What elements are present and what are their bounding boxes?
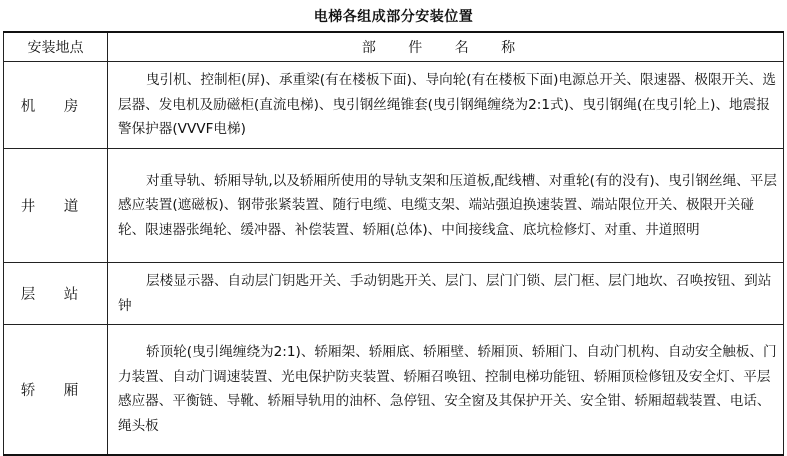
table-row bbox=[4, 62, 784, 149]
page-title: 电梯各组成部分安装位置 bbox=[313, 9, 474, 25]
table-header-row bbox=[4, 32, 784, 62]
table-row bbox=[4, 149, 784, 263]
parts-cell: 对重导轨、轿厢导轨,以及轿厢所使用的导轨支架和压道板,配线槽、对重轮(有的没有)、曳引钢丝绳、平层感应装置(遮磁板)、钢带张紧装置、随行电缆、电缆支架、端站强迫换速装置、端站限位开关、极限开关碰轮、限速器张绳轮、缓冲器、补偿装置、轿厢(总体)、中间接线盒、底坑检修灯、对重、井道照明 bbox=[108, 149, 784, 263]
table-row bbox=[4, 263, 784, 325]
header-location: 安装地点 bbox=[4, 32, 108, 62]
location-cell: 机 房 bbox=[4, 62, 108, 149]
location-cell: 井 道 bbox=[4, 149, 108, 263]
table-row bbox=[4, 325, 784, 455]
header-parts: 部 件 名 称 bbox=[108, 32, 784, 62]
installation-table-container bbox=[3, 31, 783, 452]
parts-cell: 层楼显示器、自动层门钥匙开关、手动钥匙开关、层门、层门门锁、层门框、层门地坎、召唤按钮、到站钟 bbox=[108, 263, 784, 325]
location-cell: 层 站 bbox=[4, 263, 108, 325]
parts-cell: 曳引机、控制柜(屏)、承重梁(有在楼板下面)、导向轮(有在楼板下面)电源总开关、限速器、极限开关、选层器、发电机及励磁柜(直流电梯)、曳引钢丝绳锥套(曳引钢绳缠绕为2:1式)、曳引钢绳(在曳引轮上)、地震报警保护器(VVVF电梯) bbox=[108, 62, 784, 149]
installation-table bbox=[3, 31, 784, 456]
location-cell: 轿 厢 bbox=[4, 325, 108, 455]
parts-cell: 轿顶轮(曳引绳缠绕为2:1)、轿厢架、轿厢底、轿厢壁、轿厢顶、轿厢门、自动门机构、自动安全触板、门力装置、自动门调速装置、光电保护防夹装置、轿厢召唤钮、控制电梯功能钮、轿厢顶检修钮及安全灯、平层感应器、平衡链、导靴、轿厢导轨用的油杯、急停钮、安全窗及其保护开关、安全钳、轿厢超载装置、电话、绳头板 bbox=[108, 325, 784, 455]
